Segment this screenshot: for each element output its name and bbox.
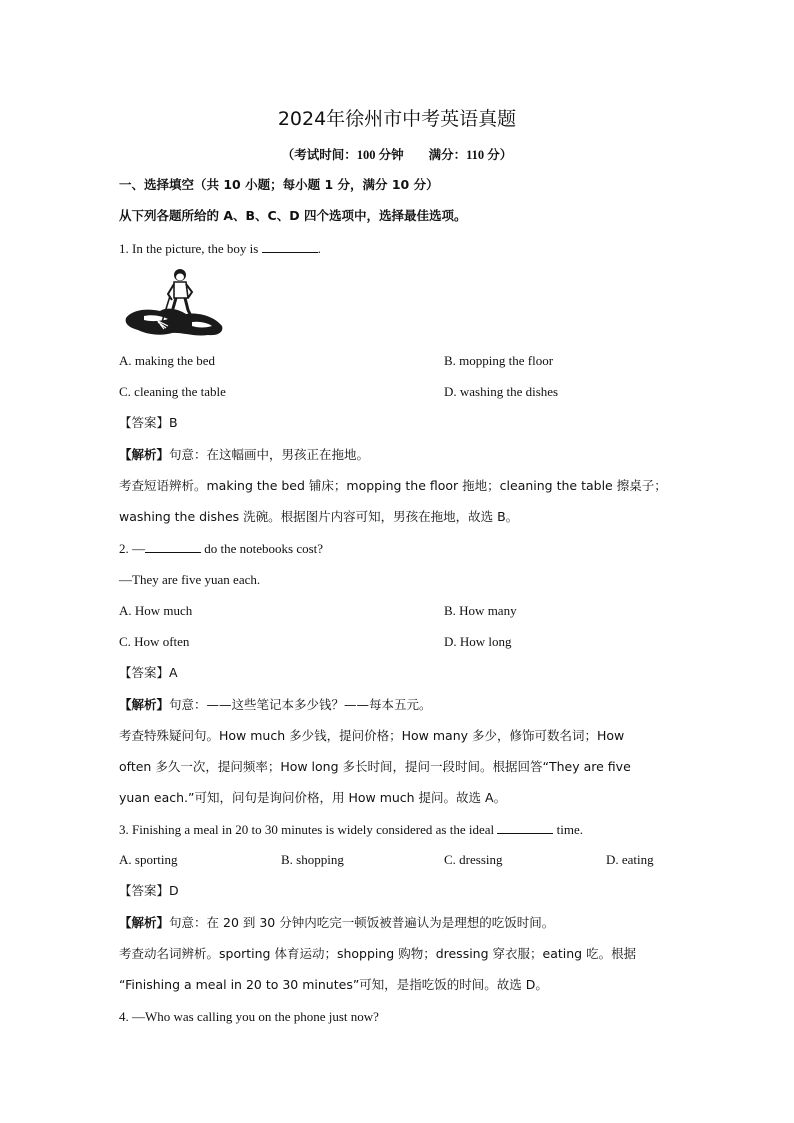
question-2-analysis-line: often 多久一次，提问频率；How long 多长时间，提问一段时间。根据回答“They are five: [119, 759, 631, 774]
question-1-stem: [119, 240, 321, 257]
answer-blank: [497, 821, 553, 834]
question-2-answer: 【答案】A: [119, 665, 178, 680]
question-2-reply: —They are five yuan each.: [119, 572, 261, 587]
section-instruction: 从下列各题所给的 A、B、C、D 四个选项中，选择最佳选项。: [119, 208, 467, 223]
question-2-analysis-line: 考查特殊疑问句。How much 多少钱，提问价格；How many 多少，修饰可数名词；How: [119, 728, 625, 743]
question-1-option-d: D. washing the dishes: [444, 384, 559, 399]
question-2-option-d: D. How long: [444, 634, 512, 649]
question-1-analysis-line: washing the dishes 洗碗。根据图片内容可知，男孩在拖地，故选 B。: [119, 509, 519, 524]
question-1-analysis-line: 考查短语辨析。making the bed 铺床；mopping the floor 拖地；cleaning the table 擦桌子；: [119, 478, 667, 493]
question-3-stem-text: 3. Finishing a meal in 20 to 30 minutes is widely considered as the ideal: [119, 822, 498, 837]
question-3-analysis: [119, 915, 554, 931]
question-3-stem: [119, 821, 583, 838]
analysis-text: 句意：在这幅画中，男孩正在拖地。: [169, 447, 370, 462]
question-2-option-c: C. How often: [119, 634, 190, 649]
question-3-option-c: C. dressing: [444, 852, 503, 867]
question-2-stem: [119, 540, 323, 557]
question-2-analysis: [119, 697, 432, 713]
question-2-stem-end: do the notebooks cost?: [201, 541, 324, 556]
question-1-option-c: C. cleaning the table: [119, 384, 226, 399]
question-1-option-b: B. mopping the floor: [444, 353, 554, 368]
section-heading: 一、选择填空（共 10 小题；每小题 1 分，满分 10 分）: [119, 177, 439, 192]
question-1-stem-end: .: [317, 241, 321, 256]
question-2-stem-text: 2. —: [119, 541, 145, 556]
question-3-answer: 【答案】D: [119, 883, 179, 898]
answer-blank: [262, 240, 318, 253]
question-3-option-b: B. shopping: [281, 852, 344, 867]
question-3-analysis-line: 考查动名词辨析。sporting 体育运动；shopping 购物；dressing 穿衣服；eating 吃。根据: [119, 946, 637, 961]
analysis-text: 句意：在 20 到 30 分钟内吃完一顿饭被普遍认为是理想的吃饭时间。: [169, 915, 555, 930]
exam-info: （考试时间：100 分钟 满分：110 分）: [281, 148, 513, 162]
analysis-label: 【解析】: [119, 447, 170, 462]
question-1-analysis: [119, 447, 369, 463]
question-2-analysis-line: yuan each.”可知，问句是询问价格，用 How much 提问。故选 A。: [119, 790, 507, 805]
analysis-label: 【解析】: [119, 915, 170, 930]
page-title: 2024年徐州市中考英语真题: [277, 108, 517, 130]
question-3-option-a: A. sporting: [119, 852, 178, 867]
question-3-option-d: D. eating: [606, 852, 654, 867]
question-1-stem-text: 1. In the picture, the boy is: [119, 241, 262, 256]
analysis-text: 句意：——这些笔记本多少钱？——每本五元。: [169, 697, 432, 712]
answer-blank: [145, 540, 201, 553]
question-4-stem: 4. —Who was calling you on the phone just now?: [119, 1009, 379, 1024]
question-3-analysis-line: “Finishing a meal in 20 to 30 minutes”可知，是指吃饭的时间。故选 D。: [119, 977, 548, 992]
question-2-option-a: A. How much: [119, 603, 193, 618]
analysis-label: 【解析】: [119, 697, 170, 712]
boy-mopping-floor-illustration: [122, 266, 226, 340]
question-1-answer: 【答案】B: [119, 415, 178, 430]
question-3-stem-end: time.: [553, 822, 583, 837]
question-2-option-b: B. How many: [444, 603, 517, 618]
question-1-option-a: A. making the bed: [119, 353, 216, 368]
